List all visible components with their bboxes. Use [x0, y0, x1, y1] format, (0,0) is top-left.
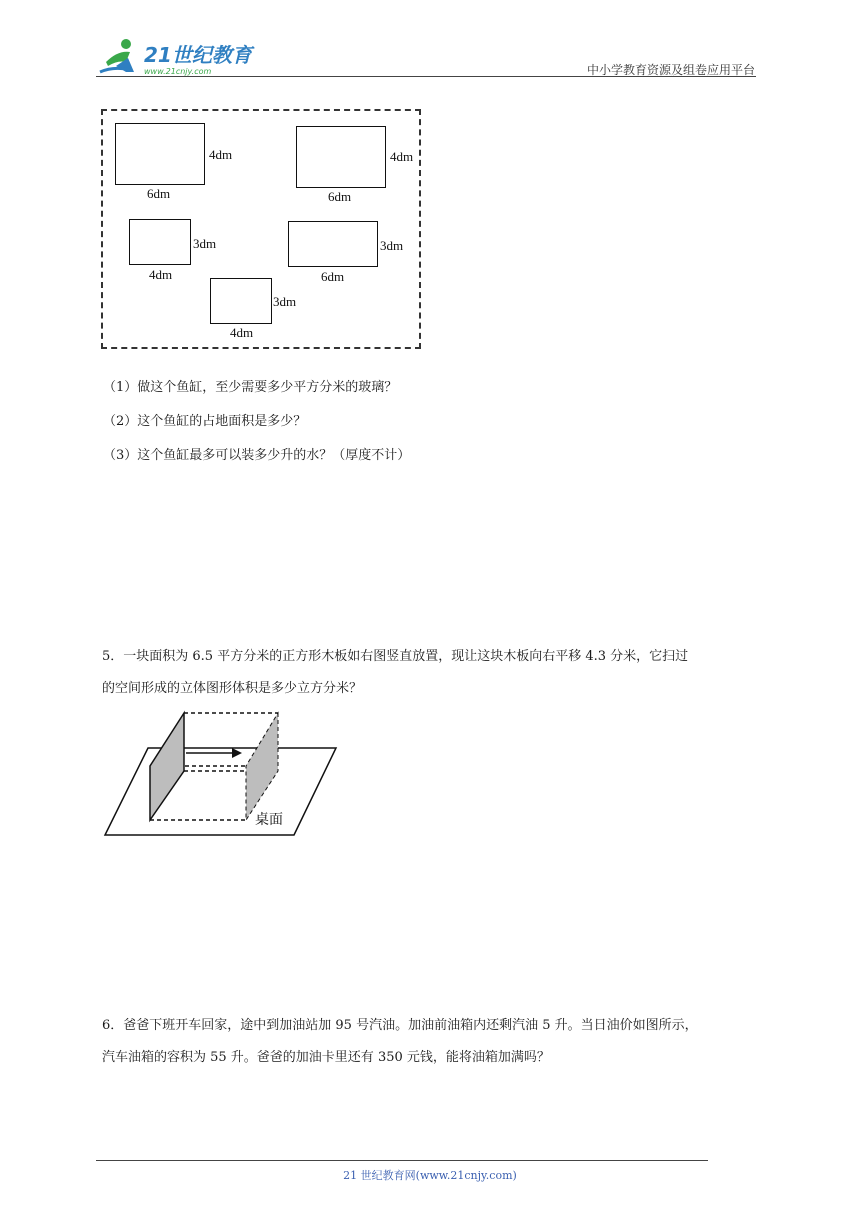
glass-faces-figure — [101, 109, 421, 349]
runner-logo-icon — [96, 36, 266, 80]
site-logo — [96, 36, 266, 80]
face-rect-3-width-label: 4dm — [149, 267, 173, 282]
question-3: （3）这个鱼缸最多可以装多少升的水？（厚度不计） — [103, 448, 411, 463]
header-platform-text: 中小学教育资源及组卷应用平台 — [586, 63, 755, 77]
header-divider — [96, 76, 756, 77]
face-rect-4-height-label: 3dm — [380, 238, 404, 253]
face-rect-3-height-label: 3dm — [193, 236, 217, 251]
face-rect-5-width-label: 4dm — [230, 325, 254, 340]
face-rect-2-width-label: 6dm — [328, 189, 352, 204]
problem-6-line-2: 汽车油箱的容积为 55 升。爸爸的加油卡里还有 350 元钱，能将油箱加满吗？ — [102, 1050, 550, 1065]
problem-5-text — [102, 641, 772, 705]
question-1: （1）做这个鱼缸，至少需要多少平方分米的玻璃？ — [103, 380, 398, 395]
face-rect-1-width-label: 6dm — [147, 186, 171, 201]
problem-6-line-1: 6．爸爸下班开车回家，途中到加油站加 95 号汽油。加油前油箱内还剩汽油 5 升。当日油价如图所示， — [102, 1018, 698, 1033]
face-rect-1-height-label: 4dm — [209, 147, 233, 162]
face-rect-3 — [129, 219, 191, 265]
footer-site-link[interactable]: 21 世纪教育网(www.21cnjy.com) — [343, 1169, 517, 1182]
problem-6-text — [102, 1010, 772, 1074]
face-rect-1 — [115, 123, 205, 185]
board-translation-figure — [100, 708, 340, 838]
footer-divider — [96, 1160, 708, 1161]
problem-5-line-2: 的空间形成的立体图形体积是多少立方分米？ — [102, 681, 363, 696]
problem-5-line-1: 5．一块面积为 6.5 平方分米的正方形木板如右图竖直放置，现让这块木板向右平移 4.3 分米，它扫过 — [102, 649, 689, 664]
face-rect-5-height-label: 3dm — [273, 294, 297, 309]
question-2: （2）这个鱼缸的占地面积是多少？ — [103, 414, 307, 429]
logo-url-text: www.21cnjy.com — [144, 67, 212, 76]
face-rect-4 — [288, 221, 378, 267]
face-rect-5 — [210, 278, 272, 324]
logo-text: 21世纪教育 — [144, 43, 252, 67]
face-rect-4-width-label: 6dm — [321, 269, 345, 284]
table-surface-label: 桌面 — [255, 812, 283, 828]
face-rect-2-height-label: 4dm — [390, 149, 414, 164]
face-rect-2 — [296, 126, 386, 188]
